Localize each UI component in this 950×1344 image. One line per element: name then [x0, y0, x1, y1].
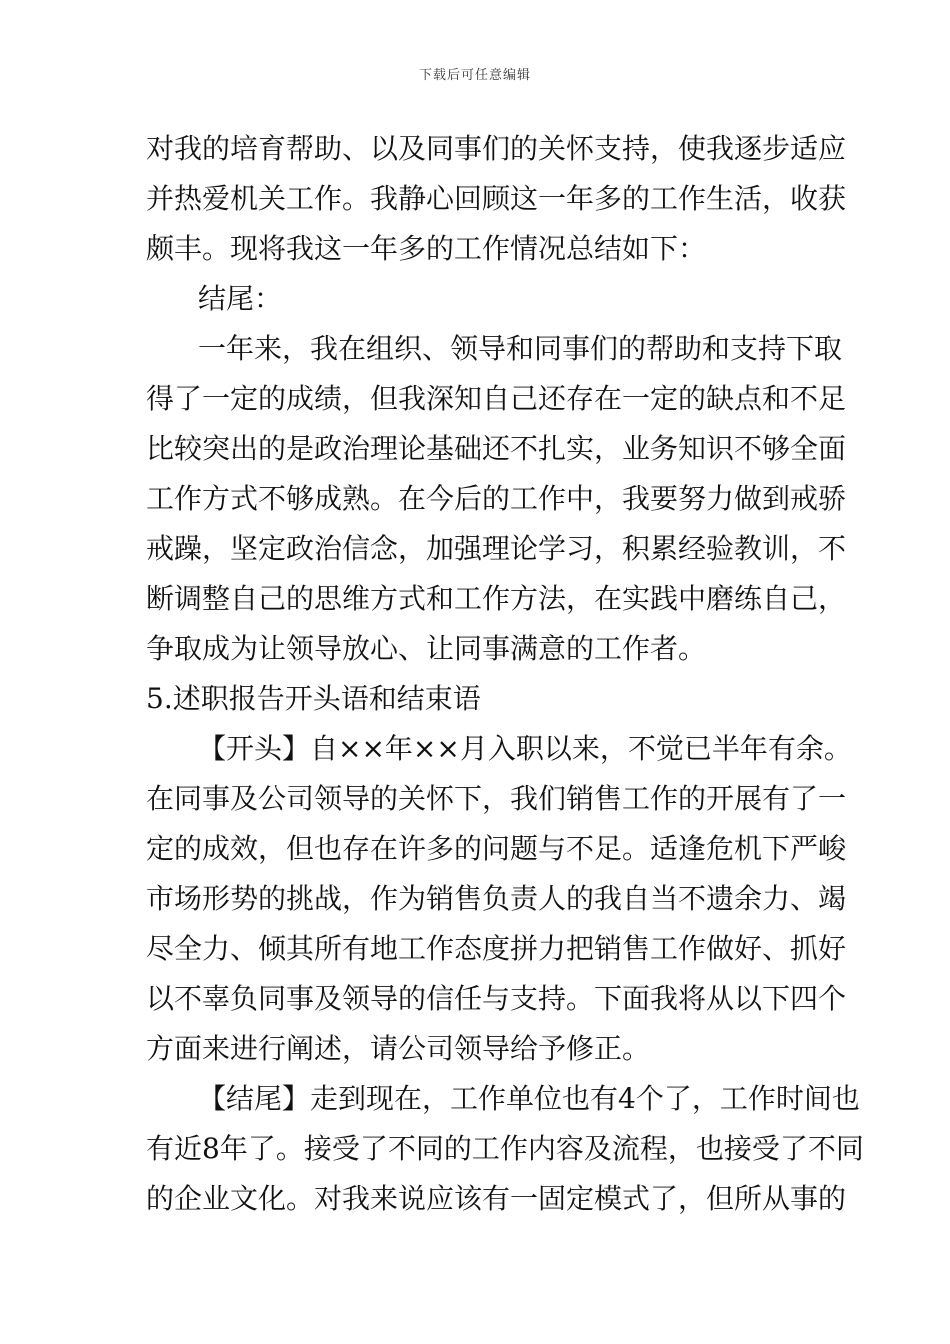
- paragraph-line: 【结尾】走到现在，工作单位也有4个了，工作时间也: [198, 1082, 860, 1115]
- paragraph-line: 并热爱机关工作。我静心回顾这一年多的工作生活，收获: [146, 182, 847, 215]
- page-header: 下载后可任意编辑: [418, 68, 531, 83]
- paragraph-line: 尽全力、倾其所有地工作态度拼力把销售工作做好、抓好: [146, 932, 847, 965]
- paragraph-line: 争取成为让领导放心、让同事满意的工作者。: [146, 632, 707, 665]
- paragraph-line: 方面来进行阐述，请公司领导给予修正。: [146, 1032, 651, 1065]
- paragraph-line: 断调整自己的思维方式和工作方法，在实践中磨练自己，: [146, 582, 847, 615]
- paragraph-line: 对我的培育帮助、以及同事们的关怀支持，使我逐步适应: [146, 132, 847, 165]
- paragraph-line: 戒躁，坚定政治信念，加强理论学习，积累经验教训，不: [146, 532, 847, 565]
- section-heading: 5.述职报告开头语和结束语: [146, 682, 481, 715]
- paragraph-line: 【开头】自××年××月入职以来，不觉已半年有余。: [198, 732, 852, 765]
- paragraph-line: 以不辜负同事及领导的信任与支持。下面我将从以下四个: [146, 982, 847, 1015]
- paragraph-line: 的企业文化。对我来说应该有一固定模式了，但所从事的: [146, 1182, 847, 1215]
- paragraph-line: 得了一定的成绩，但我深知自己还存在一定的缺点和不足: [146, 382, 847, 415]
- paragraph-line: 一年来，我在组织、领导和同事们的帮助和支持下取: [198, 332, 843, 365]
- section-label: 结尾：: [198, 282, 283, 315]
- paragraph-line: 定的成效，但也存在许多的问题与不足。适逢危机下严峻: [146, 832, 847, 865]
- paragraph-line: 颇丰。现将我这一年多的工作情况总结如下：: [146, 232, 707, 265]
- paragraph-line: 在同事及公司领导的关怀下，我们销售工作的开展有了一: [146, 782, 847, 815]
- paragraph-line: 有近8年了。接受了不同的工作内容及流程，也接受了不同: [146, 1132, 864, 1165]
- paragraph-line: 比较突出的是政治理论基础还不扎实，业务知识不够全面: [146, 432, 847, 465]
- paragraph-line: 市场形势的挑战，作为销售负责人的我自当不遗余力、竭: [146, 882, 847, 915]
- paragraph-line: 工作方式不够成熟。在今后的工作中，我要努力做到戒骄: [146, 482, 847, 515]
